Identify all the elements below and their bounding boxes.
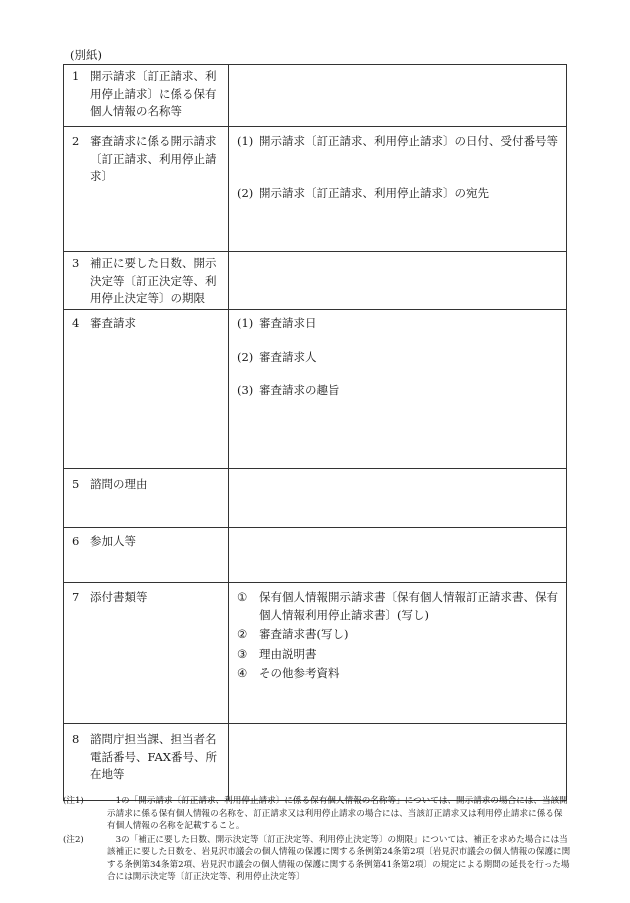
sub-item-marker: (3) [237, 383, 254, 397]
sub-item [237, 382, 558, 400]
row-value-cell [229, 127, 567, 252]
row-number: 4 [72, 316, 80, 330]
sub-item-marker: (2) [237, 185, 254, 200]
row-number: 3 [72, 256, 80, 270]
note-label: (注2) [63, 834, 84, 845]
sub-item [237, 646, 558, 664]
note-item [63, 795, 571, 833]
sub-item-marker: ① [237, 590, 248, 604]
row-value-cell [229, 528, 567, 583]
sub-item [237, 315, 558, 333]
sub-item-text: その他参考資料 [259, 666, 340, 680]
row-number: 1 [72, 69, 80, 83]
sub-item-text: 審査請求人 [259, 349, 317, 364]
form-row-1 [64, 65, 567, 127]
row-label-cell [64, 252, 229, 310]
row-title: 補正に要した日数、開示決定等〔訂正決定等、利用停止決定等〕の期限 [90, 256, 217, 305]
row-label-cell [64, 310, 229, 469]
row-title: 添付書類等 [90, 590, 148, 604]
notes-section [63, 795, 571, 885]
row-value-cell [229, 310, 567, 469]
sub-item-text: 開示請求〔訂正請求、利用停止請求〕の宛先 [259, 185, 489, 200]
sub-item [237, 626, 558, 644]
form-row-4 [64, 310, 567, 469]
row-value-cell [229, 252, 567, 310]
annex-label: (別紙) [70, 48, 102, 62]
row-value-cell [229, 65, 567, 127]
sub-item-text: 開示請求〔訂正請求、利用停止請求〕の日付、受付番号等 [259, 134, 558, 148]
row-title: 審査請求に係る開示請求〔訂正請求、利用停止請求〕 [90, 134, 217, 183]
sub-item-text: 審査請求書(写し) [259, 627, 349, 641]
form-row-2 [64, 127, 567, 252]
row-label-cell [64, 583, 229, 724]
note-text: 3の「補正に要した日数、開示決定等〔訂正決定等、利用停止決定等〕の期限」については、補正を求めた場合には当該補正に要した日数を、岩見沢市議会の個人情報の保護に関する条例第24条第2項〔岩見沢市議会の個人情報の保護に関する条例第34条第2項、岩見沢市議会の個人情報の保護に関する条例第41条第2項〕の規定による期間の延長を行った場合には開示決定等〔訂正決定等、利用停止決定等〕 [107, 834, 571, 882]
row-value-cell [229, 724, 567, 801]
form-row-6 [64, 528, 567, 583]
sub-item-marker: (1) [237, 134, 254, 148]
form-row-3 [64, 252, 567, 310]
row-label-cell [64, 724, 229, 801]
sub-item [237, 133, 558, 151]
row-label-cell [64, 528, 229, 583]
row-title: 諮問庁担当課、担当者名電話番号、FAX番号、所在地等 [90, 732, 217, 781]
form-row-7 [64, 583, 567, 724]
row-title: 諮問の理由 [90, 477, 148, 491]
sub-item-text: 審査請求日 [259, 316, 317, 330]
sub-item [237, 665, 558, 683]
row-title: 開示請求〔訂正請求、利用停止請求〕に係る保有個人情報の名称等 [90, 69, 217, 118]
note-item [63, 834, 571, 884]
row-label-cell [64, 469, 229, 528]
form-row-5 [64, 469, 567, 528]
row-number: 7 [72, 590, 80, 604]
row-number: 8 [72, 732, 80, 746]
sub-item-text: 審査請求の趣旨 [259, 383, 340, 397]
form-row-8 [64, 724, 567, 801]
sub-item-text: 理由説明書 [259, 646, 317, 661]
sub-item-marker: ② [237, 627, 248, 641]
sub-item [237, 349, 558, 367]
sub-item [237, 589, 558, 624]
row-number: 5 [72, 477, 80, 491]
row-title: 審査請求 [90, 316, 136, 330]
row-number: 2 [72, 134, 80, 148]
row-number: 6 [72, 534, 80, 548]
referral-form-table [63, 64, 567, 801]
row-value-cell [229, 469, 567, 528]
sub-item-text: 保有個人情報開示請求書〔保有個人情報訂正請求書、保有個人情報利用停止請求書〕(写し) [259, 590, 558, 622]
note-text: 1の「開示請求〔訂正請求、利用停止請求〕に係る保有個人情報の名称等」については、開示請求の場合には、当該開示請求に係る保有個人情報の名称を、訂正請求又は利用停止請求の場合には、当該訂正請求又は利用停止請求に係る保有個人情報の名称を記載すること。 [107, 796, 568, 831]
row-title: 参加人等 [90, 534, 136, 548]
row-value-cell [229, 583, 567, 724]
sub-item [237, 185, 558, 203]
row-label-cell [64, 65, 229, 127]
sub-item-marker: (2) [237, 349, 254, 364]
row-label-cell [64, 127, 229, 252]
sub-item-marker: (1) [237, 316, 254, 330]
sub-item-marker: ④ [237, 666, 248, 680]
sub-item-marker: ③ [237, 646, 248, 661]
note-label: (注1) [63, 796, 84, 806]
